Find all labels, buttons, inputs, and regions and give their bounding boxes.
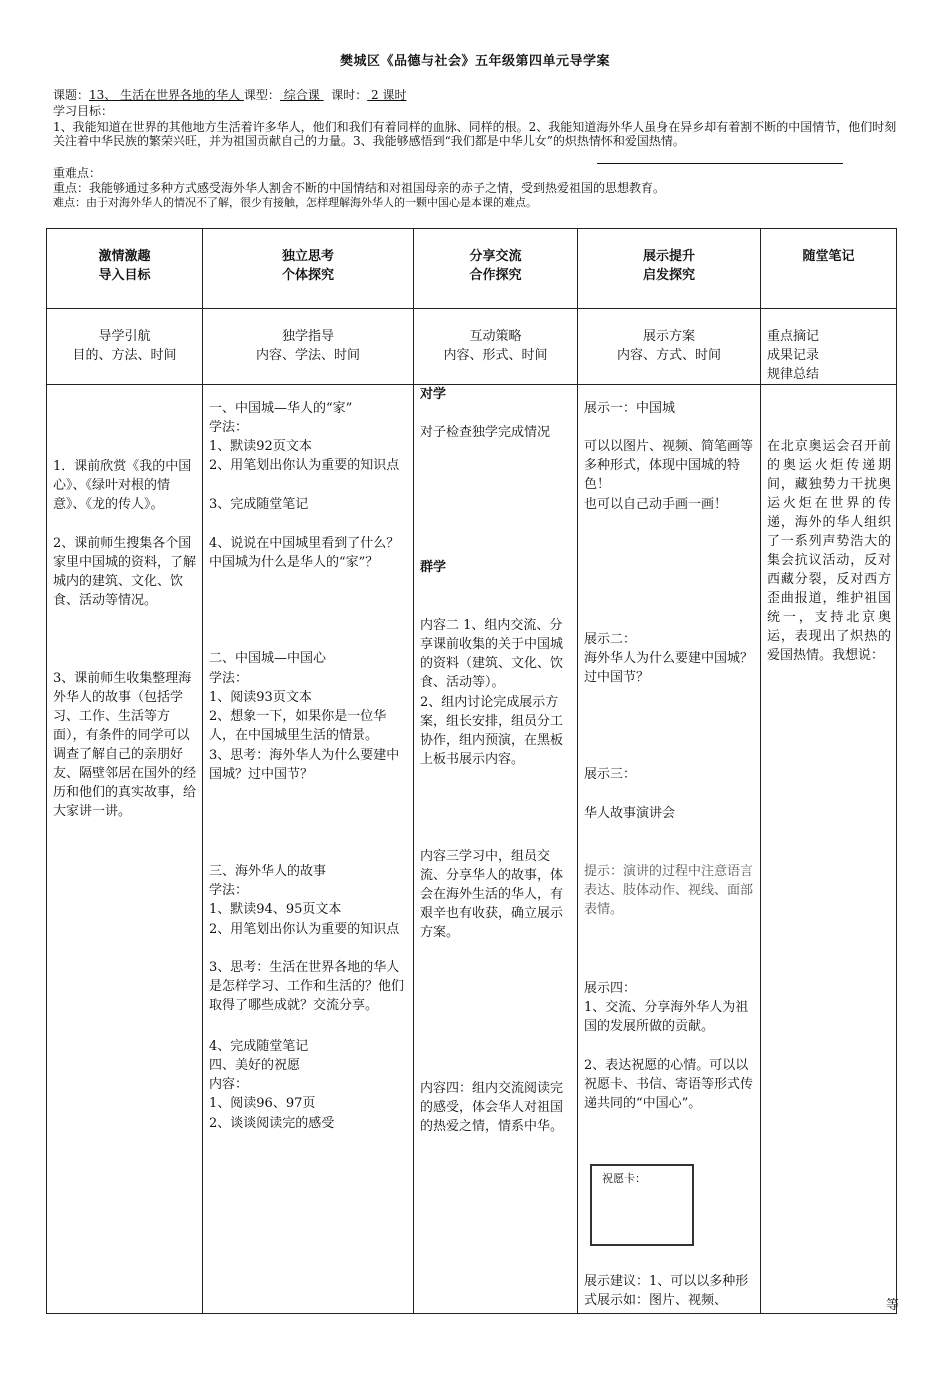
wish-card-box — [590, 1164, 694, 1246]
col2-s3-1: 1、默读94、95页文本 — [209, 902, 342, 917]
col3-content2: 内容二 1、组内交流、分享课前收集的关于中国城的资料（建筑、文化、饮食、活动等）。 — [420, 618, 564, 690]
study-plan-table — [46, 228, 900, 1314]
content-col3 — [414, 385, 578, 1314]
col4-show3-text: 华人故事演讲会 — [584, 806, 676, 821]
hours-label: 课时： — [331, 88, 368, 102]
col4-show1: 展示一：中国城 — [584, 401, 676, 416]
col2-s2-title: 二、中国城—中国心 — [209, 651, 327, 666]
wish-card-label: 祝愿卡： — [602, 1172, 646, 1185]
col5-note: 在北京奥运会召开前的奥运火炬传递期间，藏独势力干扰奥运火炬在世界的传递，海外的华人组织了一系列声势浩大的集会抗议活动，反对西藏分裂，反对西方歪曲报道，维护祖国统一，支持北京奥运，表现出了炽热的爱国热情。我想说： — [767, 439, 891, 663]
goals-text: 1、我能知道在世界的其他地方生活着许多华人，他们和我们有着同样的血脉、同样的根。2、我能知道海外华人虽身在异乡却有着割不断的中国情节，他们时刻关注着中华民族的繁荣兴旺，并为祖国贡献自己的力量。3、我能够感悟到“我们都是中华儿女”的炽热情怀和爱国热情。 — [53, 120, 897, 148]
key-point: 重点：我能够通过多种方式感受海外华人割舍不断的中国情结和对祖国母亲的赤子之情，受到热爱祖国的思想教育。 — [53, 181, 666, 195]
header-col4: 展示提升 启发探究 — [578, 229, 761, 309]
header-col5: 随堂笔记 — [761, 229, 897, 309]
col2-s3-4: 4、完成随堂笔记 — [209, 1039, 309, 1054]
content-col2 — [203, 385, 414, 1314]
col2-s3-method: 学法： — [209, 883, 249, 898]
subheader-col2: 独学指导 内容、学法、时间 — [203, 309, 414, 385]
col2-s1-2: 2、用笔划出你认为重要的知识点 — [209, 458, 400, 473]
col2-s4-1: 1、阅读96、97页 — [209, 1096, 316, 1111]
col2-s3-3: 3、思考：生活在世界各地的华人是怎样学习、工作和生活的？他们取得了哪些成就？交流分享。 — [209, 960, 405, 1013]
difficult-point: 难点：由于对海外华人的情况不了解，很少有接触，怎样理解海外华人的一颗中国心是本课的难点。 — [53, 196, 537, 209]
content-col1 — [47, 385, 203, 1314]
col2-s1-method: 学法： — [209, 420, 249, 435]
header-col1: 激情激趣 导入目标 — [47, 229, 203, 309]
col2-s1-4: 4、说说在中国城里看到了什么？中国城为什么是华人的“家”？ — [209, 536, 400, 570]
subheader-row — [47, 309, 897, 385]
header-col2: 独立思考 个体探究 — [203, 229, 414, 309]
col3-content4: 内容四：组内交流阅读完的感受，体会华人对祖国的热爱之情，情系中华。 — [420, 1081, 564, 1134]
col2-s2-1: 1、阅读93页文本 — [209, 690, 312, 705]
col4-tip: 提示：演讲的过程中注意语言表达、肢体动作、视线、面部表情。 — [584, 864, 754, 917]
col2-s1-title: 一、中国城—华人的“家” — [209, 401, 353, 416]
subheader-col1: 导学引航 目的、方法、时间 — [47, 309, 203, 385]
subheader-col4: 展示方案 内容、方式、时间 — [578, 309, 761, 385]
key-difficult-heading: 重难点： — [53, 166, 102, 180]
type-label: 课型： — [243, 88, 280, 102]
col2-s2-2: 2、想象一下，如果你是一位华人，在中国城里生活的情景。 — [209, 709, 387, 743]
page-continuation-fragment: 等 — [886, 1298, 900, 1313]
col3-content2b: 2、组内讨论完成展示方案，组长安排，组员分工协作，组内预演，在黑板上板书展示内容。 — [420, 695, 564, 767]
col2-s1-1: 1、默读92页文本 — [209, 439, 312, 454]
lesson-label: 课题： — [53, 88, 90, 102]
hours-value: 2 课时 — [367, 88, 407, 102]
col4-show4-2: 2、表达祝愿的心情。可以以祝愿卡、书信、寄语等形式传递共同的“中国心”。 — [584, 1058, 754, 1111]
col4-show4: 展示四： — [584, 981, 637, 996]
col1-item1: 1．课前欣赏《我的中国心》、《绿叶对根的情意》、《龙的传人》。 — [53, 459, 192, 512]
subheader-col5: 重点摘记 成果记录 规律总结 — [761, 309, 897, 385]
col2-s2-3: 3、思考：海外华人为什么要建中国城？过中国节？ — [209, 748, 400, 782]
col1-item2: 2、课前师生搜集各个国家里中国城的资料，了解城内的建筑、文化、饮食、活动等情况。 — [53, 536, 197, 608]
col1-item3: 3、课前师生收集整理海外华人的故事（包括学习、工作、生活等方面），有条件的同学可以调查了解自己的亲朋好友、隔壁邻居在国外的经历和他们的真实故事，给大家讲一讲。 — [53, 671, 197, 819]
subheader-col3: 互动策略 内容、形式、时间 — [414, 309, 578, 385]
col2-s3-title: 三、海外华人的故事 — [209, 864, 327, 879]
col2-s4-2: 2、谈谈阅读完的感受 — [209, 1116, 335, 1131]
content-row — [47, 385, 897, 1314]
lesson-value: 13、 生活在世界各地的华人 — [89, 88, 244, 102]
header-col3: 分享交流 合作探究 — [414, 229, 578, 309]
header-row — [47, 229, 897, 309]
col3-duixue-text: 对子检查独学完成情况 — [420, 425, 551, 440]
col4-show3: 展示三： — [584, 767, 637, 782]
col2-s4-title: 四、美好的祝愿 — [209, 1058, 301, 1073]
col2-s1-3: 3、完成随堂笔记 — [209, 497, 309, 512]
col4-show1-text: 可以以图片、视频、简笔画等多种形式，体现中国城的特色！ — [584, 439, 754, 492]
col4-show4-1: 1、交流、分享海外华人为祖国的发展所做的贡献。 — [584, 1000, 749, 1034]
goals-underline — [597, 163, 843, 164]
col3-content3: 内容三学习中，组员交流、分享华人的故事，体会在海外生活的华人，有艰辛也有收获，确立展示方案。 — [420, 849, 564, 940]
content-col5 — [761, 385, 900, 1314]
col3-duixue: 对学 — [420, 387, 447, 402]
col2-s2-method: 学法： — [209, 671, 249, 686]
content-col4 — [578, 385, 761, 1314]
col3-qunxue: 群学 — [420, 560, 447, 575]
col4-show2-text: 海外华人为什么要建中国城？过中国节？ — [584, 651, 754, 685]
goals-heading: 学习目标： — [53, 104, 114, 118]
type-value: 综合课 — [279, 88, 324, 102]
col2-s3-2: 2、用笔划出你认为重要的知识点 — [209, 922, 400, 937]
col2-s4-method: 内容： — [209, 1077, 249, 1092]
col4-show2: 展示二： — [584, 632, 637, 647]
col4-suggest: 展示建议：1、可以以多种形式展示如：图片、视频、 — [584, 1274, 749, 1308]
col4-show1-text2: 也可以自己动手画一画！ — [584, 497, 728, 512]
lesson-meta-line — [53, 88, 903, 102]
document-title: 樊城区《品德与社会》五年级第四单元导学案 — [339, 54, 610, 69]
